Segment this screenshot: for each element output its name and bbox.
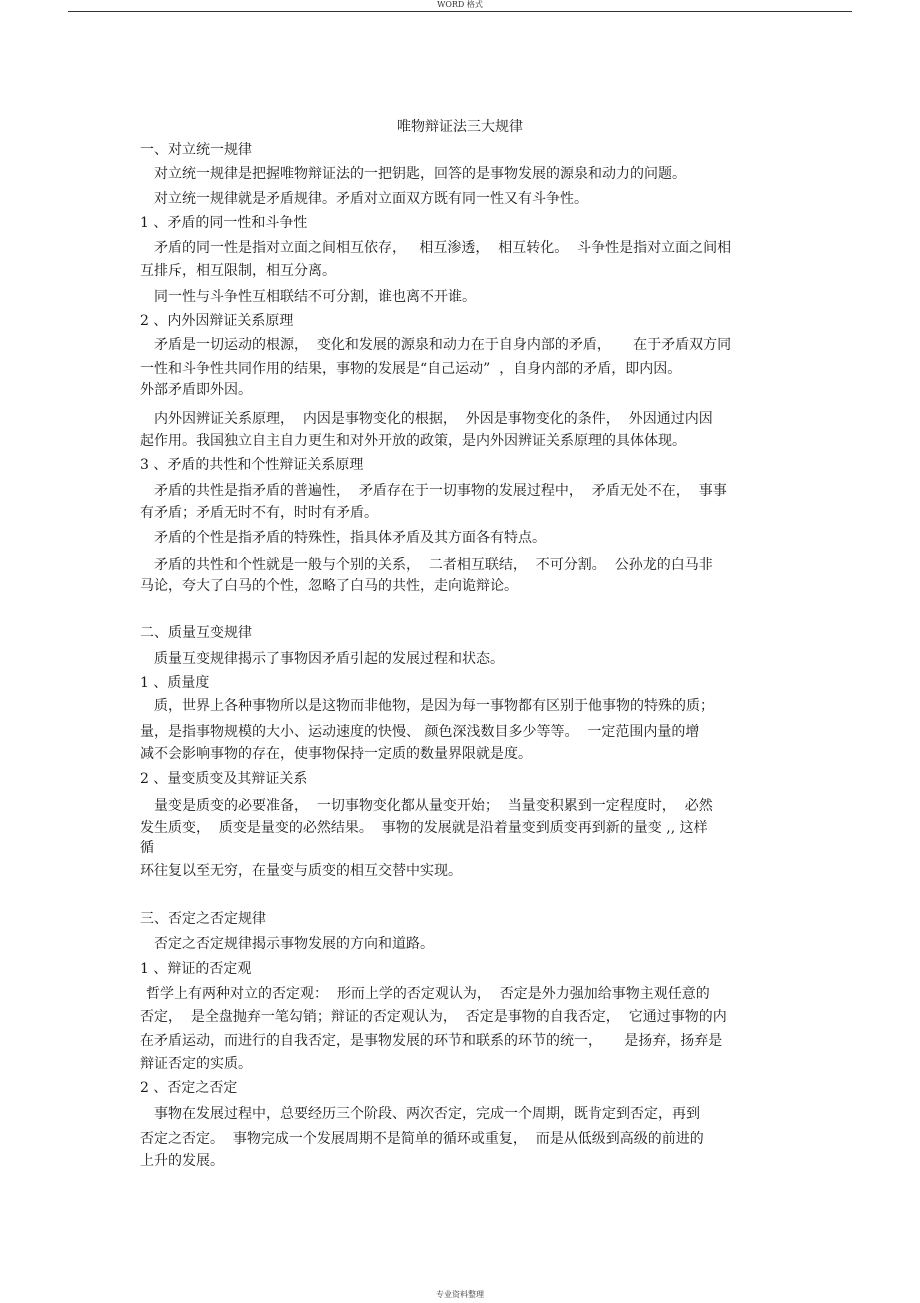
paragraph-line: 上升的发展。 [140,1153,224,1169]
subsection-heading: 1 、辩证的否定观 [140,961,252,977]
paragraph-line: 矛盾的共性和个性就是一般与个别的关系， 二者相互联结， 不可分割。 公孙龙的白马非 [154,557,713,573]
paragraph-line: 对立统一规律是把握唯物辩证法的一把钥匙，回答的是事物发展的源泉和动力的问题。 [154,166,686,182]
paragraph-line: 矛盾是一切运动的根源， 变化和发展的源泉和动力在于自身内部的矛盾， 在于矛盾双方同 [154,337,732,353]
paragraph-line: 矛盾的共性是指矛盾的普遍性， 矛盾存在于一切事物的发展过程中， 矛盾无处不在， 事事 [154,483,727,499]
header-label: WORD 格式 [437,0,483,9]
subsection-heading: 1 、质量度 [140,675,210,691]
paragraph-line: 否定， 是全盘抛弃一笔勾销；辩证的否定观认为， 否定是事物的自我否定， 它通过事物的内 [140,1009,727,1025]
subsection-heading: 2 、否定之否定 [140,1080,238,1096]
paragraph-line: 在矛盾运动，而进行的自我否定，是事物发展的环节和联系的环节的统一， 是扬弃，扬弃是 [140,1033,723,1049]
paragraph-line: 减不会影响事物的存在，使事物保持一定质的数量界限就是度。 [140,746,532,762]
paragraph-line: 循 [140,840,154,856]
document-title: 唯物辩证法三大规律 [397,119,523,135]
paragraph-line: 质，世界上各种事物所以是这物而非他物，是因为每一事物都有区别于他事物的特殊的质； [154,698,714,714]
paragraph-line: 环往复以至无穷，在量变与质变的相互交替中实现。 [140,863,462,879]
paragraph-line: 互排斥，相互限制，相互分离。 [140,263,336,279]
subsection-heading: 2 、量变质变及其辩证关系 [140,771,308,787]
paragraph-line: 对立统一规律就是矛盾规律。矛盾对立面双方既有同一性又有斗争性。 [154,191,588,207]
paragraph-line: 否定之否定。 事物完成一个发展周期不是简单的循环或重复， 而是从低级到高级的前进的 [140,1131,704,1147]
paragraph-line: 辩证否定的实质。 [140,1056,252,1072]
paragraph-line: 否定之否定规律揭示事物发展的方向和道路。 [154,936,434,952]
paragraph-line: 质量互变规律揭示了事物因矛盾引起的发展过程和状态。 [154,651,504,667]
paragraph-line: 量变是质变的必要准备， 一切事物变化都从量变开始； 当量变积累到一定程度时， 必然 [154,798,713,814]
paragraph-line: 起作用。我国独立自主自力更生和对外开放的政策，是内外因辨证关系原理的具体体现。 [140,433,686,449]
subsection-heading: 1 、矛盾的同一性和斗争性 [140,215,308,231]
paragraph-line: 事物在发展过程中，总要经历三个阶段、两次否定，完成一个周期，既肯定到否定，再到 [154,1106,700,1122]
paragraph-line: 马论，夸大了白马的个性，忽略了白马的共性，走向诡辩论。 [140,578,518,594]
header-rule [68,11,852,12]
paragraph-line: 矛盾的同一性是指对立面之间相互依存， 相互渗透， 相互转化。 斗争性是指对立面之间相 [154,240,732,256]
section-heading: 一、对立统一规律 [140,142,252,158]
paragraph-line: 矛盾的个性是指矛盾的特殊性，指具体矛盾及其方面各有特点。 [154,530,546,546]
section-heading: 二、质量互变规律 [140,625,252,641]
paragraph-line: 同一性与斗争性互相联结不可分割，谁也离不开谁。 [154,289,476,305]
paragraph-line: 量，是指事物规模的大小、运动速度的快慢、 颜色深浅数目多少等等。 一定范围内量的增 [140,724,700,740]
subsection-heading: 3 、矛盾的共性和个性辩证关系原理 [140,457,364,473]
paragraph-line: 哲学上有两种对立的否定观： 形而上学的否定观认为， 否定是外力强加给事物主观任意的 [146,986,710,1002]
subsection-heading: 2 、内外因辩证关系原理 [140,313,294,329]
page-footer: 专业资料整理 [436,1290,484,1299]
paragraph-line: 一性和斗争性共同作用的结果，事物的发展是“自己运动” ，自身内部的矛盾，即内因。 [140,361,682,377]
paragraph-line: 有矛盾；矛盾无时不有，时时有矛盾。 [140,505,378,521]
section-heading: 三、否定之否定规律 [140,911,266,927]
paragraph-line: 内外因辨证关系原理， 内因是事物变化的根据， 外因是事物变化的条件， 外因通过内因 [154,411,713,427]
paragraph-line: 外部矛盾即外因。 [140,382,252,398]
paragraph-line: 发生质变， 质变是量变的必然结果。 事物的发展就是沿着量变到质变再到新的量变 ,, 这样 [140,820,708,836]
